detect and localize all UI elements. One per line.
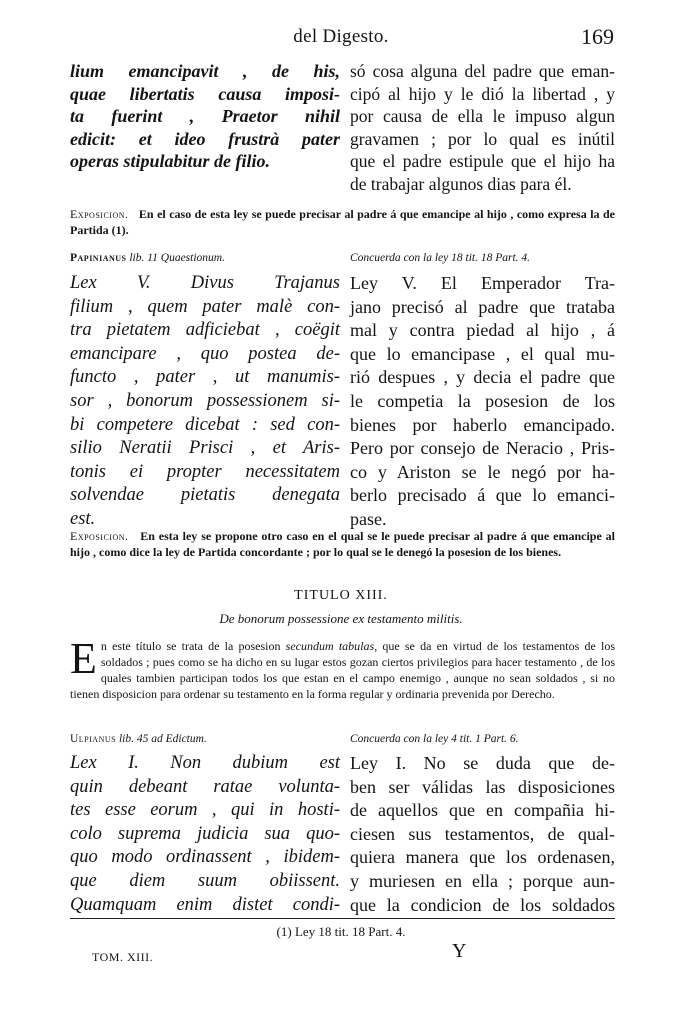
text-line: cipó al hijo y le dió la libertad , y	[350, 83, 615, 104]
concordance-note: Concuerda con la ley 4 tit. 1 Part. 6.	[350, 733, 519, 745]
spanish-text-block-3	[350, 752, 615, 917]
drop-cap: E	[70, 634, 97, 683]
page-title: del Digesto.	[293, 26, 389, 47]
latin-text-block-2	[70, 272, 340, 532]
text-line: pase.	[350, 508, 387, 529]
exposicion-text: En esta ley se propone otro caso en el qual se le puede precisar al padre á que emancipe al hijo , como dice la ley de Partida concordante ; por lo qual se le denegó la posesion de los bienes.	[70, 529, 615, 559]
text-line: de aquellos que en compañia hi-	[350, 800, 615, 821]
text-line: que diem suum obiissent.	[70, 870, 340, 891]
text-line: só cosa alguna del padre que eman-	[350, 61, 615, 81]
volume-label: TOM. XIII.	[92, 950, 154, 964]
titulo-heading: TITULO XIII.	[294, 588, 388, 603]
text-line: que lo emancipase , el qual mu-	[350, 343, 615, 364]
text-line: ciesen sus testamentos, de qual-	[350, 823, 615, 844]
titulo-subheading: De bonorum possessione ex testamento militis.	[219, 611, 463, 626]
text-line: lium emancipavit , de his,	[70, 61, 340, 81]
text-line: de trabajar algunos dias para él.	[350, 173, 572, 194]
text-line: edicit: et ideo frustrà pater	[70, 128, 340, 149]
latin-text-block-1	[70, 60, 340, 173]
latin-text-block-3	[70, 752, 340, 917]
source-work: lib. 11 Quaestionum.	[129, 252, 225, 264]
text-line: ben ser válidas las disposiciones	[350, 776, 615, 797]
text-line: Pero por consejo de Neracio , Pris-	[350, 438, 615, 459]
text-line: colo suprema judicia sua quo-	[70, 823, 340, 844]
source-author: Ulpianus	[70, 733, 117, 745]
text-line: Ley I. No se duda que de-	[350, 753, 615, 773]
source-work: lib. 45 ad Edictum.	[118, 733, 207, 745]
exposicion-text: En el caso de esta ley se puede precisar al padre á que emancipe al hijo , como expresa la de Partida (1).	[70, 207, 615, 237]
text-line: filium , quem pater malè con-	[70, 296, 340, 317]
text-line: quiera manera que los ordenasen,	[350, 847, 615, 868]
exposicion-label: Exposicion.	[70, 529, 129, 543]
text-line: berlo precisado á que lo emanci-	[350, 485, 615, 506]
text-line: tes esse eorum , qui in hosti-	[70, 800, 340, 821]
intro-paragraph	[70, 634, 615, 702]
text-line: gravamen ; por lo qual es inútil	[350, 128, 615, 149]
text-line: Quamquam enim distet condi-	[70, 894, 340, 915]
text-line: rió despues , y decia el padre que	[350, 367, 615, 388]
text-line: bi competere dicebat : sed con-	[70, 414, 340, 435]
text-line: solvendae pietatis denegata	[70, 485, 340, 506]
text-line: est.	[70, 508, 96, 529]
source-author: Papinianus	[70, 252, 127, 264]
page-number: 169	[581, 24, 614, 49]
footnote: (1) Ley 18 tit. 18 Part. 4.	[276, 924, 406, 939]
source-right-1	[350, 252, 615, 264]
text-line: mal y contra piedad al hijo , á	[350, 320, 615, 341]
intro-text-b: , que se da en virtud de los testamentos de los soldados ; pues como se ha dicho en su lugar estos gozan ciertos privilegios para hacer testamento , de los quales tambien participan todos los que estan en el campo enemigo , aunque no sean soldados , si no tienen disposicion para ordenar su testamento en la forma regular y ordinaria prevenida por Derecho.	[70, 639, 615, 701]
exposicion-2	[70, 528, 615, 560]
spanish-text-block-1	[350, 60, 615, 195]
source-left-2	[70, 733, 340, 745]
text-line: le competia la posesion de los	[350, 390, 615, 411]
concordance-note: Concuerda con la ley 18 tit. 18 Part. 4.	[350, 252, 531, 264]
text-line: quae libertatis causa imposi-	[70, 83, 340, 104]
intro-text-italic: secundum tabulas	[285, 639, 375, 653]
text-line: quo modo ordinassent , ibidem-	[70, 847, 340, 868]
text-line: por causa de ella le impuso algun	[350, 106, 615, 126]
spanish-text-block-2	[350, 272, 615, 532]
exposicion-label: Exposicion.	[70, 207, 129, 221]
intro-text-a: n este título se trata de la posesion	[100, 639, 286, 653]
text-line: jano precisó al padre que trataba	[350, 296, 615, 317]
signature-mark: Y	[452, 940, 467, 962]
text-line: emancipare , quo postea de-	[70, 343, 340, 364]
text-line: Lex V. Divus Trajanus	[70, 273, 340, 293]
text-line: co y Ariston se le negó por ha-	[350, 461, 615, 482]
exposicion-1	[70, 206, 615, 238]
text-line: quin debeant ratae volunta-	[70, 776, 340, 797]
text-line: silio Neratii Prisci , et Aris-	[70, 438, 340, 459]
text-line: Ley V. El Emperador Tra-	[350, 273, 615, 293]
text-line: functo , pater , ut manumis-	[70, 367, 340, 388]
text-line: bienes por haberlo emancipado.	[350, 414, 615, 435]
text-line: Lex I. Non dubium est	[70, 753, 340, 773]
footnote-rule	[70, 918, 615, 919]
text-line: y muriesen en ella ; porque aun-	[350, 870, 615, 891]
text-line: tra pietatem adficiebat , coëgit	[70, 320, 340, 341]
text-line: tonis ei propter necessitatem	[70, 461, 340, 482]
text-line: que la condicion de los soldados	[350, 894, 615, 915]
text-line: ta fuerint , Praetor nihil	[70, 106, 340, 126]
source-left-1	[70, 252, 340, 264]
text-line: que el padre estipule que el hijo ha	[350, 151, 615, 171]
source-right-2	[350, 733, 615, 745]
text-line: sor , bonorum possessionem si-	[70, 390, 340, 411]
text-line: operas stipulabitur de filio.	[70, 151, 271, 171]
